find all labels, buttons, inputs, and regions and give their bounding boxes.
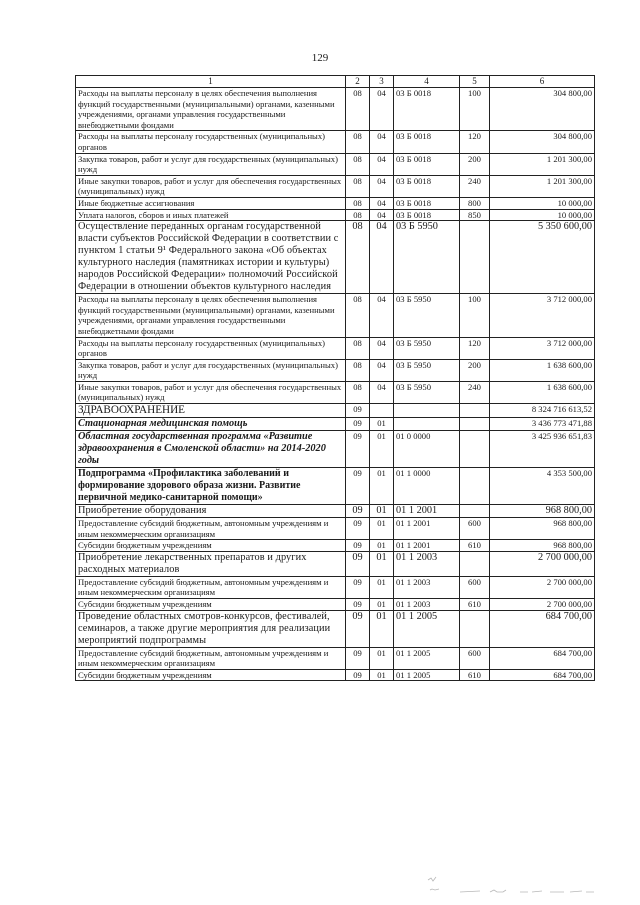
row-expense-type: 200 [460, 359, 490, 381]
row-section: 08 [346, 294, 370, 337]
table-row [76, 505, 595, 518]
row-section: 09 [346, 576, 370, 598]
row-section: 09 [346, 518, 370, 540]
table-row [76, 599, 595, 611]
row-name: Осуществление переданных органам государственной власти субъектов Российской Федерации в соответствии с пунктом 1 статьи 9¹ Федерального закона «Об объектах культурного наследия (памятниках истории и культуры) народов Российской Федерации» полномочий Российской Федерации в отношении объектов культурного наследия [76, 221, 346, 294]
row-name: Областная государственная программа «Развитие здравоохранения в Смоленской области» на 2014-2020 годы [76, 431, 346, 468]
row-target-article: 01 1 2001 [394, 505, 460, 518]
row-expense-type: 800 [460, 197, 490, 209]
table-row [76, 551, 595, 576]
table-row [76, 431, 595, 468]
row-amount: 304 800,00 [490, 131, 595, 153]
row-section: 09 [346, 418, 370, 431]
table-row [76, 418, 595, 431]
row-target-article: 03 Б 5950 [394, 337, 460, 359]
table-row [76, 88, 595, 131]
row-amount: 3 712 000,00 [490, 337, 595, 359]
row-expense-type: 610 [460, 669, 490, 681]
row-amount: 684 700,00 [490, 610, 595, 647]
budget-table-body [76, 76, 595, 681]
row-section: 08 [346, 197, 370, 209]
row-subsection: 01 [370, 551, 394, 576]
row-name: Подпрограмма «Профилактика заболеваний и формирование здорового образа жизни. Развитие первичной медико-санитарной помощи» [76, 468, 346, 505]
row-expense-type: 100 [460, 294, 490, 337]
row-name: Субсидии бюджетным учреждениям [76, 599, 346, 611]
row-name: Субсидии бюджетным учреждениям [76, 540, 346, 552]
row-target-article: 01 1 2003 [394, 551, 460, 576]
row-target-article: 03 Б 5950 [394, 381, 460, 403]
row-section: 09 [346, 610, 370, 647]
row-subsection: 04 [370, 175, 394, 197]
row-subsection: 04 [370, 131, 394, 153]
row-amount: 304 800,00 [490, 88, 595, 131]
table-row [76, 209, 595, 221]
row-section: 09 [346, 431, 370, 468]
row-name: Предоставление субсидий бюджетным, автономным учреждениям и иным некоммерческим организациям [76, 518, 346, 540]
row-section: 08 [346, 175, 370, 197]
row-target-article: 01 1 2001 [394, 540, 460, 552]
row-expense-type: 850 [460, 209, 490, 221]
row-name: Закупка товаров, работ и услуг для государственных (муниципальных) нужд [76, 153, 346, 175]
row-target-article: 03 Б 0018 [394, 197, 460, 209]
margin-scribble [420, 868, 600, 898]
row-subsection: 04 [370, 294, 394, 337]
row-target-article: 01 1 2005 [394, 610, 460, 647]
row-expense-type [460, 468, 490, 505]
table-header-row [76, 76, 595, 88]
row-expense-type: 120 [460, 131, 490, 153]
row-subsection: 04 [370, 359, 394, 381]
row-target-article: 03 Б 5950 [394, 294, 460, 337]
row-name: Расходы на выплаты персоналу государственных (муниципальных) органов [76, 131, 346, 153]
row-subsection: 01 [370, 431, 394, 468]
row-expense-type [460, 418, 490, 431]
row-target-article: 01 1 2005 [394, 647, 460, 669]
row-name: Иные закупки товаров, работ и услуг для обеспечения государственных (муниципальных) нужд [76, 175, 346, 197]
table-row [76, 197, 595, 209]
row-subsection: 01 [370, 518, 394, 540]
row-section: 08 [346, 221, 370, 294]
row-target-article: 01 1 2003 [394, 599, 460, 611]
row-expense-type: 240 [460, 175, 490, 197]
table-row [76, 175, 595, 197]
table-row [76, 404, 595, 418]
row-subsection: 04 [370, 153, 394, 175]
row-amount: 8 324 716 613,52 [490, 404, 595, 418]
row-subsection: 01 [370, 610, 394, 647]
row-section: 08 [346, 209, 370, 221]
page-number: 129 [311, 52, 329, 64]
table-row [76, 153, 595, 175]
row-target-article: 03 Б 5950 [394, 221, 460, 294]
table-row [76, 518, 595, 540]
table-row [76, 610, 595, 647]
row-name: Расходы на выплаты персоналу государственных (муниципальных) органов [76, 337, 346, 359]
row-expense-type [460, 551, 490, 576]
row-section: 08 [346, 381, 370, 403]
row-name: Расходы на выплаты персоналу в целях обеспечения выполнения функций государственными (муниципальными) органами, казенными учреждениями, органами управления государственными внебюджетными фондами [76, 88, 346, 131]
row-subsection: 04 [370, 221, 394, 294]
row-expense-type: 240 [460, 381, 490, 403]
row-section: 09 [346, 468, 370, 505]
row-name: Иные бюджетные ассигнования [76, 197, 346, 209]
row-expense-type: 610 [460, 540, 490, 552]
row-section: 09 [346, 505, 370, 518]
row-target-article: 03 Б 0018 [394, 153, 460, 175]
row-expense-type [460, 431, 490, 468]
row-subsection: 01 [370, 418, 394, 431]
row-section: 09 [346, 551, 370, 576]
row-target-article: 01 1 0000 [394, 468, 460, 505]
table-row [76, 647, 595, 669]
row-section: 08 [346, 153, 370, 175]
table-row [76, 576, 595, 598]
table-row [76, 337, 595, 359]
row-name: Приобретение лекарственных препаратов и других расходных материалов [76, 551, 346, 576]
row-section: 08 [346, 359, 370, 381]
header-cell: 2 [346, 76, 370, 88]
row-section: 09 [346, 647, 370, 669]
row-expense-type: 100 [460, 88, 490, 131]
row-expense-type [460, 610, 490, 647]
row-subsection [370, 404, 394, 418]
row-name: Предоставление субсидий бюджетным, автономным учреждениям и иным некоммерческим организациям [76, 576, 346, 598]
row-section: 09 [346, 599, 370, 611]
row-target-article: 03 Б 0018 [394, 88, 460, 131]
row-amount: 3 425 936 651,83 [490, 431, 595, 468]
row-target-article: 01 1 2005 [394, 669, 460, 681]
row-name: Субсидии бюджетным учреждениям [76, 669, 346, 681]
row-section: 08 [346, 88, 370, 131]
row-subsection: 04 [370, 209, 394, 221]
row-subsection: 04 [370, 337, 394, 359]
row-target-article: 03 Б 0018 [394, 209, 460, 221]
row-subsection: 01 [370, 576, 394, 598]
row-name: ЗДРАВООХРАНЕНИЕ [76, 404, 346, 418]
header-cell: 5 [460, 76, 490, 88]
row-amount: 2 700 000,00 [490, 576, 595, 598]
row-subsection: 01 [370, 599, 394, 611]
row-subsection: 01 [370, 647, 394, 669]
table-row [76, 294, 595, 337]
table-row [76, 540, 595, 552]
row-amount: 684 700,00 [490, 647, 595, 669]
row-subsection: 01 [370, 540, 394, 552]
row-subsection: 01 [370, 669, 394, 681]
row-expense-type: 200 [460, 153, 490, 175]
header-cell: 6 [490, 76, 595, 88]
budget-table [75, 75, 595, 681]
row-amount: 2 700 000,00 [490, 599, 595, 611]
header-cell: 4 [394, 76, 460, 88]
row-amount: 968 800,00 [490, 518, 595, 540]
row-amount: 10 000,00 [490, 209, 595, 221]
row-amount: 3 436 773 471,88 [490, 418, 595, 431]
row-subsection: 01 [370, 468, 394, 505]
row-amount: 2 700 000,00 [490, 551, 595, 576]
row-expense-type: 120 [460, 337, 490, 359]
row-subsection: 01 [370, 505, 394, 518]
row-amount: 968 800,00 [490, 505, 595, 518]
row-amount: 5 350 600,00 [490, 221, 595, 294]
row-amount: 1 638 600,00 [490, 359, 595, 381]
row-expense-type: 600 [460, 576, 490, 598]
row-target-article: 01 1 2003 [394, 576, 460, 598]
row-target-article: 03 Б 0018 [394, 175, 460, 197]
row-name: Приобретение оборудования [76, 505, 346, 518]
row-name: Уплата налогов, сборов и иных платежей [76, 209, 346, 221]
row-target-article: 01 0 0000 [394, 431, 460, 468]
row-name: Стационарная медицинская помощь [76, 418, 346, 431]
row-amount: 1 638 600,00 [490, 381, 595, 403]
row-name: Иные закупки товаров, работ и услуг для обеспечения государственных (муниципальных) нужд [76, 381, 346, 403]
header-cell: 3 [370, 76, 394, 88]
row-expense-type: 600 [460, 647, 490, 669]
row-target-article: 03 Б 5950 [394, 359, 460, 381]
row-section: 08 [346, 337, 370, 359]
row-expense-type: 600 [460, 518, 490, 540]
row-expense-type [460, 404, 490, 418]
row-name: Закупка товаров, работ и услуг для государственных (муниципальных) нужд [76, 359, 346, 381]
table-row [76, 468, 595, 505]
row-subsection: 04 [370, 381, 394, 403]
table-row [76, 131, 595, 153]
row-target-article: 01 1 2001 [394, 518, 460, 540]
row-target-article [394, 404, 460, 418]
row-target-article: 03 Б 0018 [394, 131, 460, 153]
row-name: Предоставление субсидий бюджетным, автономным учреждениям и иным некоммерческим организациям [76, 647, 346, 669]
table-row [76, 221, 595, 294]
row-amount: 968 800,00 [490, 540, 595, 552]
row-amount: 1 201 300,00 [490, 153, 595, 175]
row-amount: 10 000,00 [490, 197, 595, 209]
table-row [76, 669, 595, 681]
row-name: Проведение областных смотров-конкурсов, фестивалей, семинаров, а также другие мероприятия для реализации мероприятий подпрограммы [76, 610, 346, 647]
table-row [76, 359, 595, 381]
row-subsection: 04 [370, 88, 394, 131]
row-section: 09 [346, 669, 370, 681]
row-amount: 684 700,00 [490, 669, 595, 681]
table-row [76, 381, 595, 403]
row-target-article [394, 418, 460, 431]
row-expense-type [460, 221, 490, 294]
row-expense-type: 610 [460, 599, 490, 611]
row-amount: 4 353 500,00 [490, 468, 595, 505]
row-name: Расходы на выплаты персоналу в целях обеспечения выполнения функций государственными (муниципальными) органами, казенными учреждениями, органами управления государственными внебюджетными фондами [76, 294, 346, 337]
row-amount: 1 201 300,00 [490, 175, 595, 197]
row-section: 08 [346, 131, 370, 153]
row-amount: 3 712 000,00 [490, 294, 595, 337]
header-cell: 1 [76, 76, 346, 88]
row-section: 09 [346, 540, 370, 552]
row-expense-type [460, 505, 490, 518]
row-subsection: 04 [370, 197, 394, 209]
row-section: 09 [346, 404, 370, 418]
